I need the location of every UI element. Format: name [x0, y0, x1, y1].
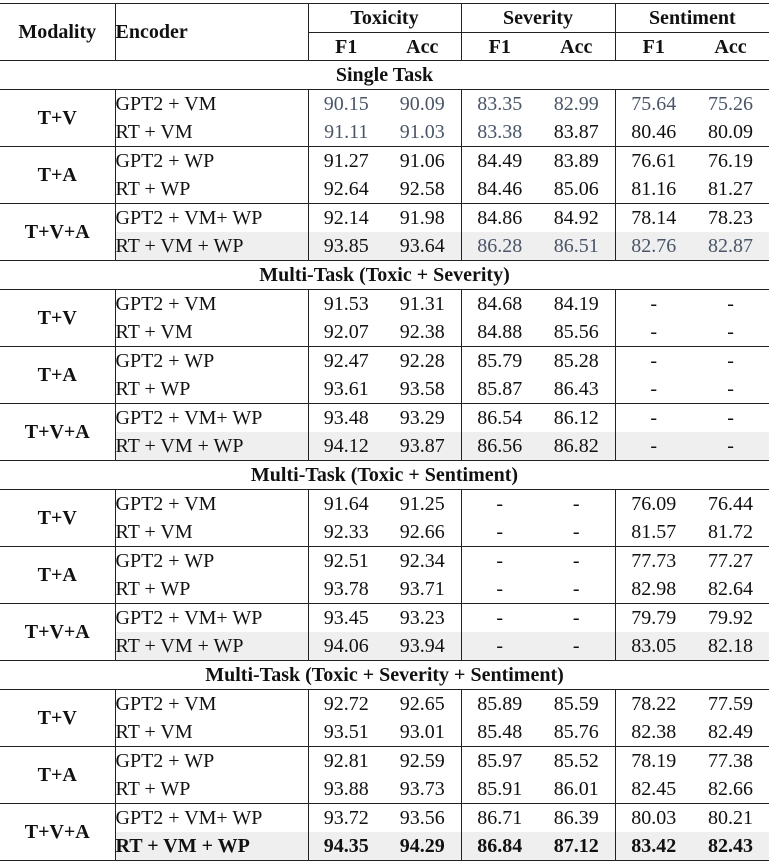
sentiment-f1-cell: -: [615, 347, 692, 376]
section-title-row: [0, 461, 769, 490]
table-row: [0, 175, 769, 204]
severity-acc-cell: 87.12: [538, 832, 615, 861]
toxicity-f1-header: F1: [308, 33, 384, 61]
severity-acc-cell: 85.28: [553, 350, 599, 372]
sentiment-f1-cell: 82.76: [615, 232, 692, 261]
toxicity-f1-cell: 94.12: [308, 432, 384, 461]
table-row: [0, 404, 769, 433]
severity-f1-cell: 83.38: [461, 118, 538, 147]
severity-acc-cell: 83.87: [538, 118, 615, 147]
severity-f1-cell: 83.35: [461, 90, 538, 119]
toxicity-f1-cell: 91.27: [308, 147, 384, 176]
encoder-cell: GPT2 + WP: [115, 147, 308, 176]
severity-acc-cell: 86.82: [538, 432, 615, 461]
toxicity-f1-cell: 93.48: [308, 404, 384, 433]
table-row: [0, 490, 769, 519]
severity-f1-cell: -: [461, 632, 538, 661]
sentiment-acc-cell: 80.21: [708, 807, 754, 829]
toxicity-acc-cell: 90.09: [399, 93, 445, 115]
section-title-row: [0, 61, 769, 90]
severity-acc-cell: 84.19: [553, 293, 599, 315]
sentiment-f1-cell: 75.64: [615, 90, 692, 119]
severity-f1-cell: 84.86: [461, 204, 538, 233]
encoder-cell: RT + WP: [115, 775, 308, 804]
severity-acc-cell: 86.12: [553, 407, 599, 429]
sentiment-f1-cell: 76.09: [615, 490, 692, 519]
toxicity-acc-cell: 91.25: [399, 493, 445, 515]
severity-acc-cell: 82.99: [553, 93, 599, 115]
toxicity-f1-cell: 93.51: [308, 718, 384, 747]
toxicity-f1-cell: 92.81: [308, 747, 384, 776]
encoder-cell: GPT2 + VM+ WP: [115, 804, 308, 833]
encoder-cell: GPT2 + VM+ WP: [115, 204, 308, 233]
toxicity-f1-cell: 92.07: [308, 318, 384, 347]
severity-f1-cell: 85.97: [461, 747, 538, 776]
encoder-cell: RT + VM: [115, 518, 308, 547]
table-body: [0, 61, 769, 861]
sentiment-f1-cell: 80.46: [615, 118, 692, 147]
toxicity-acc-cell: 93.58: [384, 375, 461, 404]
table-row: [0, 804, 769, 833]
section-title: Multi-Task (Toxic + Severity): [0, 261, 769, 290]
modality-cell: T+V+A: [0, 604, 115, 661]
toxicity-f1-cell: 93.72: [308, 804, 384, 833]
toxicity-f1-cell: 93.45: [308, 604, 384, 633]
toxicity-f1-cell: 90.15: [308, 90, 384, 119]
severity-acc-cell: 85.06: [538, 175, 615, 204]
toxicity-f1-cell: 92.64: [308, 175, 384, 204]
sentiment-f1-cell: -: [615, 404, 692, 433]
toxicity-acc-cell: 92.28: [399, 350, 445, 372]
severity-acc-cell: -: [572, 493, 580, 515]
toxicity-f1-cell: 93.85: [308, 232, 384, 261]
severity-acc-cell: 86.01: [538, 775, 615, 804]
table-row: [0, 604, 769, 633]
toxicity-acc-cell: 92.66: [384, 518, 461, 547]
sentiment-f1-cell: -: [615, 290, 692, 319]
toxicity-f1-cell: 92.51: [308, 547, 384, 576]
toxicity-acc-cell: 92.34: [399, 550, 445, 572]
severity-f1-header: F1: [461, 33, 538, 61]
toxicity-f1-cell: 91.53: [308, 290, 384, 319]
encoder-cell: RT + VM: [115, 318, 308, 347]
toxicity-f1-cell: 93.78: [308, 575, 384, 604]
encoder-cell: RT + WP: [115, 175, 308, 204]
table-row: [0, 718, 769, 747]
modality-cell: T+V+A: [0, 204, 115, 261]
severity-f1-cell: 85.79: [461, 347, 538, 376]
modality-cell: T+V: [0, 290, 115, 347]
section-title: Multi-Task (Toxic + Severity + Sentiment): [0, 661, 769, 690]
sentiment-acc-cell: -: [692, 375, 769, 404]
toxicity-acc-cell: 93.64: [384, 232, 461, 261]
toxicity-acc-cell: 93.71: [384, 575, 461, 604]
toxicity-f1-cell: 94.35: [308, 832, 384, 861]
modality-cell: T+V: [0, 490, 115, 547]
sentiment-acc-cell: 81.72: [692, 518, 769, 547]
encoder-cell: GPT2 + VM: [115, 490, 308, 519]
sentiment-f1-cell: 77.73: [615, 547, 692, 576]
toxicity-acc-cell: 93.94: [384, 632, 461, 661]
modality-cell: T+A: [0, 147, 115, 204]
toxicity-f1-cell: 92.14: [308, 204, 384, 233]
encoder-cell: GPT2 + VM+ WP: [115, 604, 308, 633]
table-row: [0, 318, 769, 347]
severity-acc-cell: -: [538, 518, 615, 547]
sentiment-acc-cell: -: [692, 432, 769, 461]
toxicity-f1-cell: 92.72: [308, 690, 384, 719]
sentiment-acc-cell: -: [727, 293, 734, 315]
sentiment-f1-cell: -: [615, 432, 692, 461]
severity-f1-cell: -: [461, 490, 538, 519]
sentiment-f1-cell: 83.05: [615, 632, 692, 661]
sentiment-f1-cell: 78.14: [615, 204, 692, 233]
table-row: [0, 347, 769, 376]
sentiment-acc-cell: 77.59: [708, 693, 754, 715]
encoder-cell: RT + VM: [115, 718, 308, 747]
sentiment-f1-cell: 83.42: [615, 832, 692, 861]
sentiment-acc-header: Acc: [692, 33, 769, 61]
severity-f1-cell: 86.71: [461, 804, 538, 833]
severity-acc-cell: 85.59: [553, 693, 599, 715]
severity-f1-cell: -: [461, 575, 538, 604]
table-row: [0, 518, 769, 547]
severity-f1-cell: 84.88: [461, 318, 538, 347]
severity-f1-cell: -: [461, 518, 538, 547]
severity-f1-cell: 86.28: [461, 232, 538, 261]
table-row: [0, 432, 769, 461]
section-title: Multi-Task (Toxic + Sentiment): [0, 461, 769, 490]
sentiment-column-header: Sentiment: [615, 4, 769, 33]
sentiment-acc-cell: -: [727, 407, 734, 429]
severity-acc-cell: 86.39: [553, 807, 599, 829]
sentiment-acc-cell: 82.43: [692, 832, 769, 861]
toxicity-acc-header: Acc: [384, 33, 461, 61]
sentiment-acc-cell: 79.92: [708, 607, 754, 629]
modality-column-header: Modality: [0, 4, 115, 61]
toxicity-acc-cell: 91.31: [399, 293, 445, 315]
severity-acc-cell: -: [572, 550, 580, 572]
modality-cell: T+A: [0, 747, 115, 804]
sentiment-f1-cell: 82.38: [615, 718, 692, 747]
toxicity-f1-cell: 92.47: [308, 347, 384, 376]
toxicity-acc-cell: 93.87: [384, 432, 461, 461]
table-header: [0, 4, 769, 61]
toxicity-f1-cell: 92.33: [308, 518, 384, 547]
section-title-row: [0, 661, 769, 690]
encoder-cell: RT + VM + WP: [115, 432, 308, 461]
sentiment-f1-cell: 76.61: [615, 147, 692, 176]
encoder-cell: RT + VM + WP: [115, 632, 308, 661]
toxicity-acc-cell: 93.56: [399, 807, 445, 829]
sentiment-f1-cell: 80.03: [615, 804, 692, 833]
severity-f1-cell: 84.68: [461, 290, 538, 319]
sentiment-acc-cell: 75.26: [708, 93, 754, 115]
severity-f1-cell: 84.46: [461, 175, 538, 204]
table-row: [0, 632, 769, 661]
sentiment-acc-cell: -: [692, 318, 769, 347]
encoder-cell: GPT2 + VM: [115, 690, 308, 719]
severity-f1-cell: 86.84: [461, 832, 538, 861]
table-row: [0, 232, 769, 261]
table-row: [0, 204, 769, 233]
sentiment-f1-cell: 82.98: [615, 575, 692, 604]
severity-f1-cell: 85.87: [461, 375, 538, 404]
encoder-column-header: Encoder: [115, 4, 308, 61]
encoder-cell: RT + VM + WP: [115, 832, 308, 861]
severity-acc-cell: 86.43: [538, 375, 615, 404]
sentiment-f1-cell: 78.19: [615, 747, 692, 776]
severity-acc-cell: -: [572, 607, 580, 629]
sentiment-acc-cell: 82.64: [692, 575, 769, 604]
sentiment-f1-cell: 81.16: [615, 175, 692, 204]
toxicity-acc-cell: 93.73: [384, 775, 461, 804]
severity-acc-cell: 85.52: [553, 750, 599, 772]
modality-cell: T+V: [0, 690, 115, 747]
table-row: [0, 832, 769, 861]
severity-acc-cell: 84.92: [553, 207, 599, 229]
toxicity-acc-cell: 92.58: [384, 175, 461, 204]
severity-f1-cell: 84.49: [461, 147, 538, 176]
encoder-cell: GPT2 + VM: [115, 90, 308, 119]
table-row: [0, 747, 769, 776]
sentiment-f1-cell: 78.22: [615, 690, 692, 719]
sentiment-acc-cell: 82.87: [692, 232, 769, 261]
toxicity-acc-cell: 92.38: [384, 318, 461, 347]
sentiment-acc-cell: 76.19: [708, 150, 754, 172]
severity-f1-cell: 85.91: [461, 775, 538, 804]
sentiment-acc-cell: -: [727, 350, 734, 372]
table-row: [0, 690, 769, 719]
encoder-cell: RT + WP: [115, 575, 308, 604]
table-row: [0, 290, 769, 319]
table-row: [0, 375, 769, 404]
severity-column-header: Severity: [461, 4, 615, 33]
encoder-cell: RT + WP: [115, 375, 308, 404]
encoder-cell: RT + VM: [115, 118, 308, 147]
toxicity-f1-cell: 93.61: [308, 375, 384, 404]
sentiment-acc-cell: 76.44: [708, 493, 754, 515]
toxicity-acc-cell: 93.01: [384, 718, 461, 747]
severity-acc-cell: 86.51: [538, 232, 615, 261]
encoder-cell: GPT2 + WP: [115, 547, 308, 576]
table-row: [0, 775, 769, 804]
severity-f1-cell: 86.56: [461, 432, 538, 461]
sentiment-f1-header: F1: [615, 33, 692, 61]
sentiment-acc-cell: 78.23: [708, 207, 754, 229]
sentiment-f1-cell: 81.57: [615, 518, 692, 547]
severity-acc-cell: 85.56: [538, 318, 615, 347]
table-row: [0, 575, 769, 604]
section-title-row: [0, 261, 769, 290]
table-row: [0, 118, 769, 147]
toxicity-acc-cell: 91.98: [399, 207, 445, 229]
sentiment-f1-cell: 82.45: [615, 775, 692, 804]
toxicity-acc-cell: 91.03: [384, 118, 461, 147]
toxicity-f1-cell: 91.11: [308, 118, 384, 147]
modality-cell: T+V+A: [0, 404, 115, 461]
modality-cell: T+V+A: [0, 804, 115, 861]
results-table: [0, 3, 769, 861]
table-row: [0, 147, 769, 176]
severity-acc-cell: -: [538, 632, 615, 661]
modality-cell: T+A: [0, 347, 115, 404]
severity-f1-cell: 85.89: [461, 690, 538, 719]
modality-cell: T+A: [0, 547, 115, 604]
severity-f1-cell: -: [461, 547, 538, 576]
toxicity-acc-cell: 91.06: [399, 150, 445, 172]
toxicity-column-header: Toxicity: [308, 4, 461, 33]
sentiment-acc-cell: 80.09: [692, 118, 769, 147]
toxicity-acc-cell: 92.65: [399, 693, 445, 715]
sentiment-acc-cell: 81.27: [692, 175, 769, 204]
toxicity-f1-cell: 94.06: [308, 632, 384, 661]
table-row: [0, 547, 769, 576]
sentiment-f1-cell: -: [615, 318, 692, 347]
encoder-cell: RT + VM + WP: [115, 232, 308, 261]
modality-cell: T+V: [0, 90, 115, 147]
encoder-cell: GPT2 + WP: [115, 347, 308, 376]
sentiment-f1-cell: -: [615, 375, 692, 404]
severity-f1-cell: 85.48: [461, 718, 538, 747]
severity-acc-cell: -: [538, 575, 615, 604]
toxicity-f1-cell: 91.64: [308, 490, 384, 519]
toxicity-f1-cell: 93.88: [308, 775, 384, 804]
toxicity-acc-cell: 93.23: [399, 607, 445, 629]
sentiment-acc-cell: 82.18: [692, 632, 769, 661]
severity-acc-cell: 85.76: [538, 718, 615, 747]
table-row: [0, 90, 769, 119]
encoder-cell: GPT2 + WP: [115, 747, 308, 776]
severity-f1-cell: -: [461, 604, 538, 633]
encoder-cell: GPT2 + VM+ WP: [115, 404, 308, 433]
toxicity-acc-cell: 92.59: [399, 750, 445, 772]
sentiment-acc-cell: 77.38: [708, 750, 754, 772]
toxicity-acc-cell: 93.29: [399, 407, 445, 429]
section-title: Single Task: [0, 61, 769, 90]
severity-acc-cell: 83.89: [553, 150, 599, 172]
encoder-cell: GPT2 + VM: [115, 290, 308, 319]
sentiment-acc-cell: 82.66: [692, 775, 769, 804]
sentiment-f1-cell: 79.79: [615, 604, 692, 633]
toxicity-acc-cell: 94.29: [384, 832, 461, 861]
severity-acc-header: Acc: [538, 33, 615, 61]
severity-f1-cell: 86.54: [461, 404, 538, 433]
sentiment-acc-cell: 82.49: [692, 718, 769, 747]
sentiment-acc-cell: 77.27: [708, 550, 754, 572]
